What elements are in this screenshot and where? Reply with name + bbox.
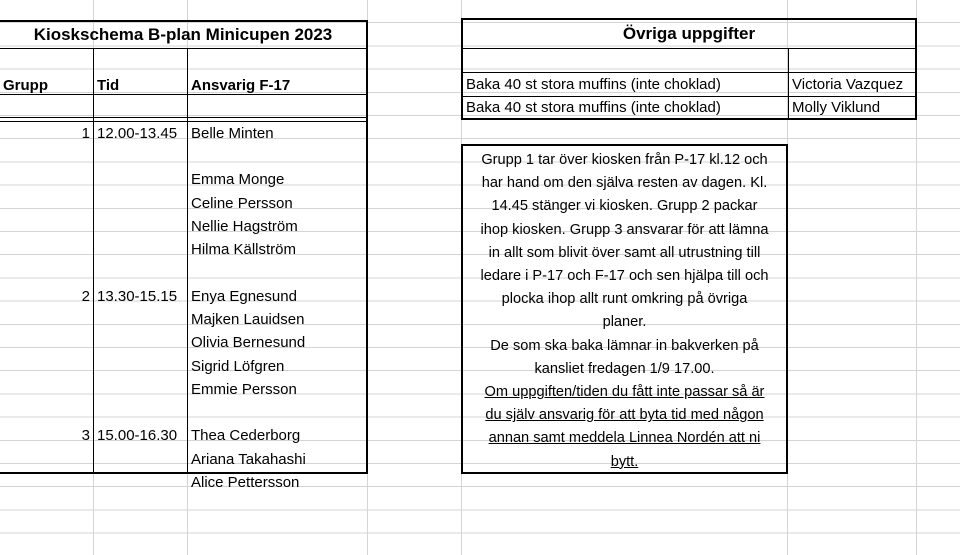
notes-box: [461, 144, 788, 474]
schedule-col-divider-2: [187, 48, 188, 474]
task-person: Victoria Vazquez: [792, 76, 904, 93]
note-underlined-line: Om uppgiften/tiden du fått inte passar så är: [484, 384, 765, 401]
column-header-group: Grupp: [3, 77, 48, 94]
note-line: plocka ihop allt runt omkring på övriga: [501, 291, 748, 308]
note-underlined-line: annan samt meddela Linnea Nordén att ni: [488, 430, 761, 447]
group-number: 3: [81, 427, 90, 444]
notes-text: [463, 149, 786, 474]
note-line: Grupp 1 tar över kiosken från P-17 kl.12 och: [481, 152, 768, 168]
schedule-title-divider: [0, 48, 366, 49]
note-line: ihop kiosken. Grupp 3 ansvarar för att lämna: [480, 221, 769, 238]
task-description: Baka 40 st stora muffins (inte choklad): [466, 76, 721, 93]
note-underlined-line: du själv ansvarig för att byta tid med någon: [485, 407, 764, 424]
note-line: De som ska baka lämnar in bakverken på: [490, 337, 759, 354]
schedule-col-divider-1: [93, 48, 94, 474]
person-name: Celine Persson: [191, 195, 293, 212]
task-person: Molly Viklund: [792, 99, 881, 116]
person-name: Alice Pettersson: [191, 474, 300, 491]
column-header-responsible: Ansvarig F-17: [191, 77, 291, 94]
group-number: 2: [81, 288, 90, 305]
column-header-time: Tid: [97, 77, 120, 94]
other-tasks-title-divider: [463, 48, 915, 49]
schedule-table: [0, 20, 368, 491]
person-name: Thea Cederborg: [191, 427, 301, 444]
other-tasks-col-divider: [788, 48, 789, 118]
person-name: Olivia Bernesund: [191, 334, 306, 351]
person-name: Hilma Källström: [191, 241, 297, 258]
group-number: 1: [81, 125, 90, 142]
note-underlined-line: bytt.: [610, 453, 639, 470]
schedule-title: Kioskschema B-plan Minicupen 2023: [33, 25, 333, 44]
time-slot: 13.30-15.15: [97, 288, 178, 305]
person-name: Belle Minten: [191, 125, 274, 142]
person-name: Nellie Hagström: [191, 218, 298, 235]
person-name: Emmie Persson: [191, 381, 297, 398]
other-tasks-table: [461, 18, 917, 120]
time-slot: 15.00-16.30: [97, 427, 178, 444]
note-line: 14.45 stänger vi kiosken. Grupp 2 packar: [491, 198, 758, 215]
note-line: ledare i P-17 och F-17 och sen hjälpa till och: [480, 268, 769, 285]
person-name: Ariana Takahashi: [191, 451, 306, 468]
person-name: Sigrid Löfgren: [191, 358, 285, 375]
other-tasks-title: Övriga uppgifter: [622, 24, 756, 43]
time-slot: 12.00-13.45: [97, 125, 178, 142]
schedule-subheader-divider: [0, 117, 366, 118]
note-line: kansliet fredagen 1/9 17.00.: [534, 360, 715, 377]
person-name: Enya Egnesund: [191, 288, 297, 305]
task-description: Baka 40 st stora muffins (inte choklad): [466, 99, 721, 116]
note-line: har hand om den själva resten av dagen. Kl.: [481, 175, 768, 192]
note-line: planer.: [602, 314, 647, 331]
person-name: Majken Lauidsen: [191, 311, 305, 328]
note-line: in allt som blivit över samt all utrustning till: [488, 244, 761, 261]
person-name: Emma Monge: [191, 171, 285, 188]
